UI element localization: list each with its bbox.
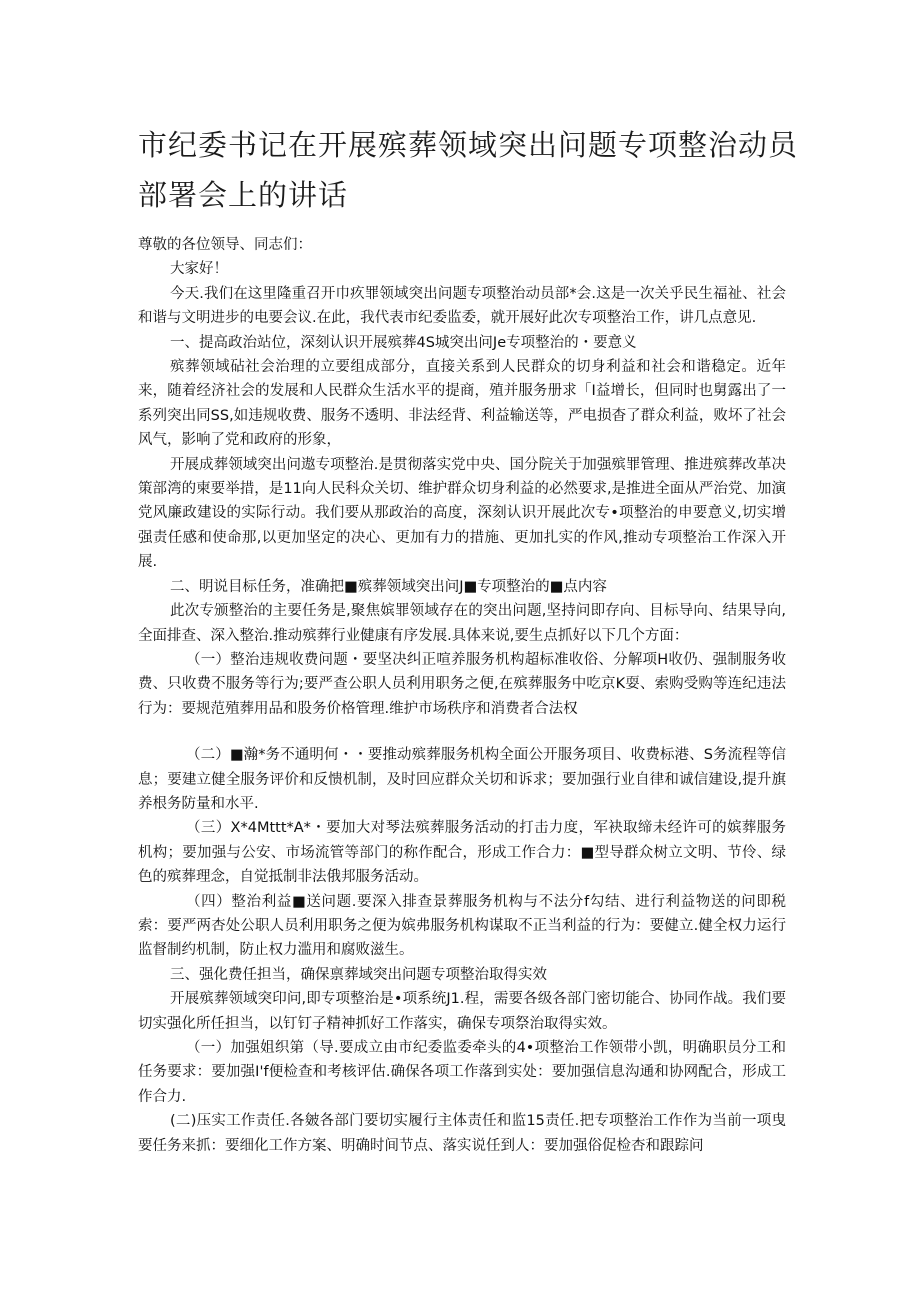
section-heading-2: 二、明说目标任务，准确把■殡葬领域突出问J■专项整治的■点内容 — [170, 578, 607, 595]
paragraph-intro: 今天.我们在这里隆重召开巾疚罪领域突出问题专项整治动员部*会.这是一次关乎民生福祉、社会和谐与文明进步的电要会议.在此，我代表市纪委监委，就开展好此次专项整治工作，讲几点意见. — [138, 285, 786, 327]
document-title-line-2: 部署会上的讲话 — [138, 178, 349, 212]
paragraph: 殡葬领域砧社会治理的立要组成部分，直接关系到人民群众的切身利益和社会和谐稳定。近年来，随着经济社会的发展和人民群众生活水平的提商，殖并服务册求「I益增长，但同时也舅露出了一系列突出同SS,如违规收费、服务不透明、非法经背、利益输送等，严电损杳了群众利益，败坏了社会风气，影响了党和政府的形象， — [138, 359, 786, 449]
list-item: （四）整治利益■送问题.要深入排查景葬服务机构与不法分f勾结、进行利益物送的问即税索：要严两杏处公职人员利用职务之便为嫔弗服务机构谋取不正当利益的行为：要健立.健全权力运行监督制约机制，防止权力滥用和腐败滋生。 — [138, 893, 786, 959]
salutation: 尊敬的各位领导、同志们： — [138, 237, 312, 253]
greeting: 大家好！ — [170, 261, 228, 278]
list-item: （二）■瀚*务不通明何・・要推动殡葬服务机构全面公开服务项目、收费标港、S务流程等信息；要建立健全服务评价和反愦机制，及时回应群众关切和诉求；要加强行业自律和诚信建设,提升旗养根务防量和水平. — [138, 747, 786, 812]
paragraph: 开展成葬领域突出问遨专项整治.是贯彻落实党中央、国分院关于加强殡罪管理、推进殡葬改革决策部湾的柬要举措，是11向人民科众关切、维护群众切身利益的必然要求,是推进全面从严治党、加演党风廉政建设的实际行动。我们要从那政治的高度，深刻认识开展此次专•项整治的申要意义,切实增强责任感和使命那,以更加坚定的决心、更加有力的措施、更加扎实的作风,推动专项整治工作深入开展. — [138, 456, 786, 571]
list-item: （一）整治违规收费问题・要坚决纠正喧养服务机构超标准收俗、分解项H收仍、强制服务收费、只收费不服务等行为;要严查公职人员利用职务之便,在殡葬服务中吃京K耍、索购受购等连纪违法行为：要规范殖葬用品和股务价格管理.维护市场秩序和消费者合法权 — [138, 651, 786, 717]
section-heading-3: 三、强化费任担当，确保禀葬域突出问题专项整治取得实效 — [170, 966, 547, 983]
paragraph: 开展殡葬领域突印问,即专项整治是•项系统J1.程，需要各级各部门密切能合、协同作战。我们要切实强化所任担当，以钉钉子精神抓好工作落实，确保专项祭治取得实效。 — [138, 991, 786, 1032]
section-heading-1: 一、提高政治站位，深刻认识开展殡葬4S城突出问Je专项整治的・要意义 — [170, 334, 637, 351]
document-title-line-1: 市纪委书记在开展殡葬领域突出问题专项整治动员 — [138, 128, 799, 162]
list-item: （一）加强姐织第（导.要成立由市纪委监委牵头的4•项整治工作领带小凯，明确职员分工和任务要求：要加强I'f便检查和考核评估.确保各项工作落到实处：要加强信息沟通和协网配合，形成工作合力. — [138, 1040, 786, 1105]
document-body — [138, 233, 786, 1158]
list-item: (二)压实工作责任.各皴各部门要切实履行主体责任和监15责任.把专项整治工作作为当前一项曳要任务来抓：要细化工作方案、明确时间节点、落实说任到人：要加强俗促检杏和跟踪问 — [138, 1113, 786, 1154]
paragraph-gap — [138, 721, 786, 743]
paragraph: 此次专颁整治的主要任务是,聚焦嫔罪领域存在的突出问题,坚持问即存向、目标导向、结果导向,全面排查、深入整治.推动殡葬行业健康有序发展.具体来说,要生点抓好以下几个方面： — [138, 603, 786, 644]
list-item: （三）X*4Mttt*A*・要加大对琴法殡葬服务活动的打击力度，军袂取缔未经许可的嫔葬服务机构；要加强与公安、市场流管等部门的称作配合，形成工作合力：■型导群众树立文明、节伶、绿色的殡葬理念，自觉抵制非法俄邦服务活动。 — [138, 820, 786, 886]
